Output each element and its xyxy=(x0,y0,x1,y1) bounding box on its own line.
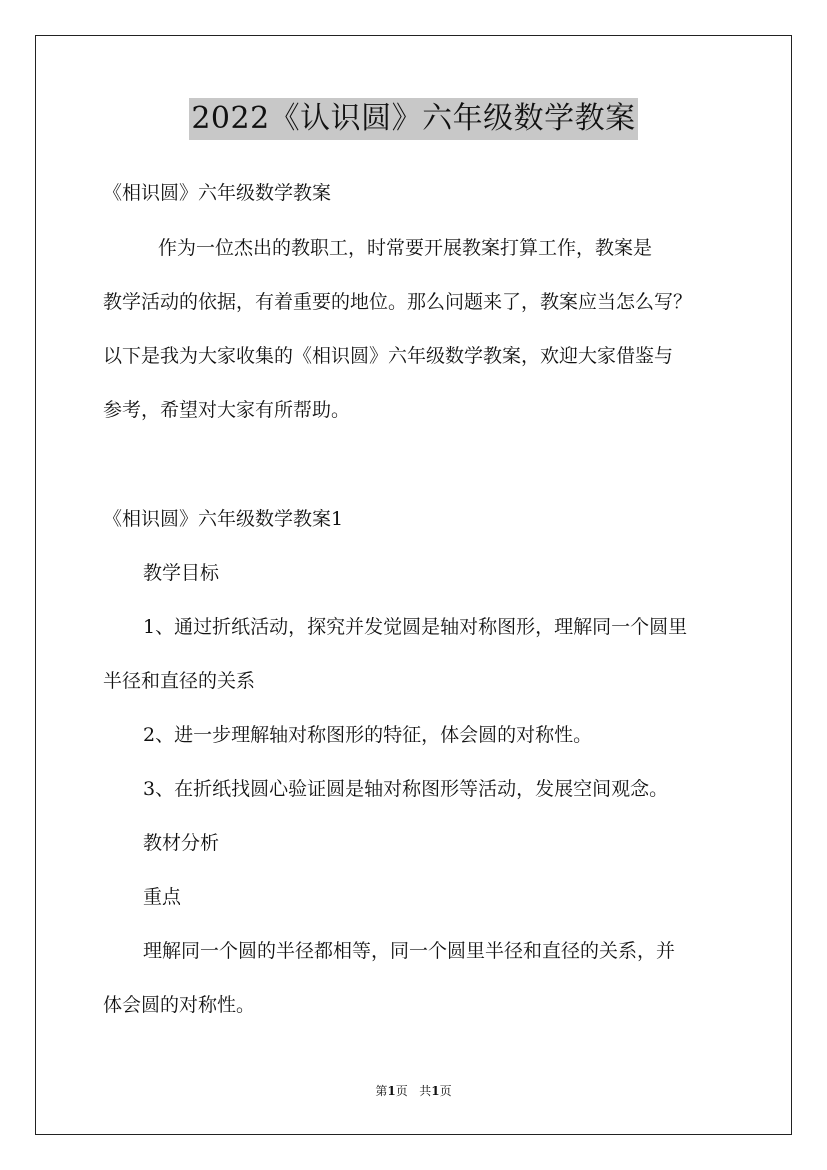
section-heading: 《相识圆》六年级数学教案1 xyxy=(103,508,344,530)
intro-line-1: 作为一位杰出的教职工，时常要开展教案打算工作，教案是 xyxy=(158,237,653,259)
subtitle: 《相识圆》六年级数学教案 xyxy=(103,182,332,204)
footer-total-unit: 页 xyxy=(439,1084,452,1098)
key-line-2: 体会圆的对称性。 xyxy=(103,994,256,1016)
footer-total-pages: 1 xyxy=(431,1084,440,1098)
key-line-1: 理解同一个圆的半径都相等，同一个圆里半径和直径的关系，并 xyxy=(143,940,676,962)
goal-line-2: 半径和直径的关系 xyxy=(103,670,256,692)
goal-line-4: 3、在折纸找圆心验证圆是轴对称图形等活动，发展空间观念。 xyxy=(143,778,669,800)
page-footer xyxy=(0,1083,827,1099)
footer-total-prefix: 共 xyxy=(419,1084,432,1098)
footer-page-prefix: 第 xyxy=(375,1084,388,1098)
intro-line-3: 以下是我为大家收集的《相识圆》六年级数学教案，欢迎大家借鉴与 xyxy=(103,345,674,367)
title-container xyxy=(0,98,827,140)
goal-line-3: 2、进一步理解轴对称图形的特征，体会圆的对称性。 xyxy=(143,724,593,746)
analysis-heading: 教材分析 xyxy=(143,832,220,854)
intro-line-4: 参考，希望对大家有所帮助。 xyxy=(103,399,351,421)
footer-page-unit: 页 xyxy=(395,1084,408,1098)
goal-line-1: 1、通过折纸活动，探究并发觉圆是轴对称图形，理解同一个圆里 xyxy=(143,616,688,638)
footer-page-number: 1 xyxy=(387,1084,396,1098)
page-title: 2022《认识圆》六年级数学教案 xyxy=(189,98,637,140)
key-heading: 重点 xyxy=(143,886,182,908)
goal-heading: 教学目标 xyxy=(143,562,220,584)
intro-line-2: 教学活动的依据，有着重要的地位。那么问题来了，教案应当怎么写？ xyxy=(103,291,693,313)
